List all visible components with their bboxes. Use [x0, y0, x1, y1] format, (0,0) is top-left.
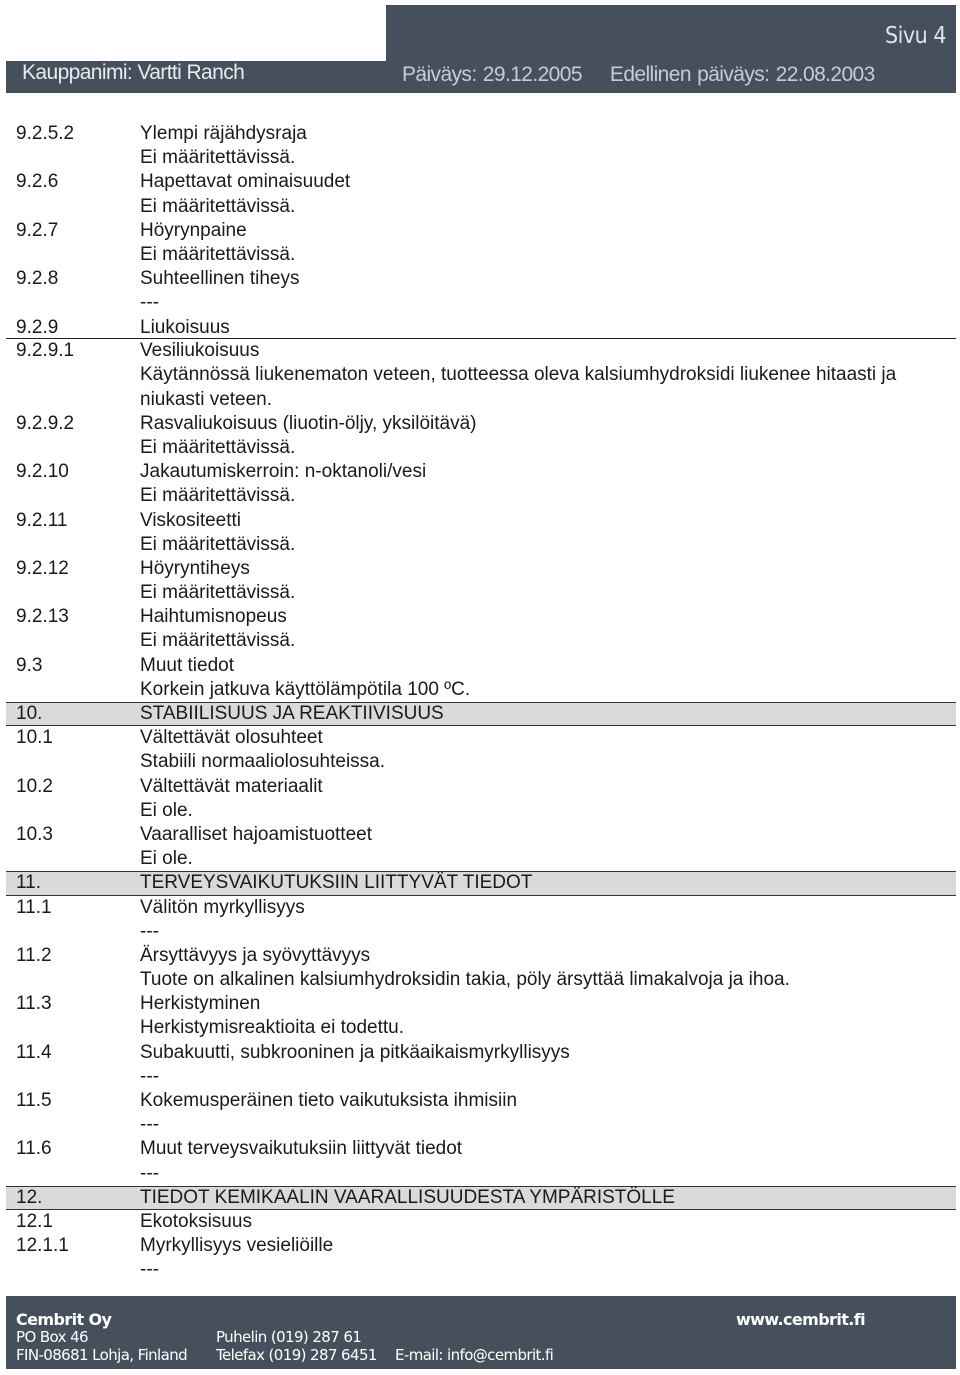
list-item: Käytännössä liukenematon veteen, tuotteessa oleva kalsiumhydroksidi liukenee hitaasti ja niukasti veteen.	[140, 364, 897, 410]
list-item: 9.2.9 Liukoisuus	[6, 316, 956, 340]
list-item: Tuote on alkalinen kalsiumhydroksidin takia, pöly ärsyttää limakalvoja ja ihoa.	[140, 969, 790, 991]
list-item: 12.1 Ekotoksisuus	[16, 1210, 252, 1232]
list-item: 9.2.9.1 Vesiliukoisuus	[16, 340, 260, 362]
list-item: 12.1.1 Myrkyllisyys vesieliöille	[16, 1235, 334, 1257]
list-item: Ei määritettävissä.	[140, 436, 296, 458]
list-item: 10.2 Vältettävät materiaalit	[16, 775, 323, 797]
list-item: ---	[140, 1162, 159, 1184]
address-city: FIN-08681 Lohja, Finland	[16, 1346, 188, 1364]
fax: Telefax (019) 287 6451	[216, 1346, 377, 1364]
list-item: 11.5 Kokemusperäinen tieto vaikutuksista ihmisiin	[16, 1090, 518, 1112]
list-item: ---	[140, 292, 159, 314]
list-item: Stabiili normaaliolosuhteissa.	[140, 751, 386, 773]
list-item: ---	[140, 1114, 159, 1136]
list-item: 9.2.11 Viskositeetti	[16, 509, 242, 531]
list-item: 9.2.13 Haihtumisnopeus	[16, 606, 287, 628]
trade-name: Kauppanimi: Vartti Ranch	[22, 61, 245, 84]
list-item: 9.2.12 Höyryntiheys	[16, 557, 250, 579]
list-item: Ei määritettävissä.	[140, 195, 296, 217]
list-item: Ei määritettävissä.	[140, 243, 296, 265]
date: Päiväys: 29.12.2005	[402, 63, 582, 86]
po-box: PO Box 46	[16, 1328, 88, 1346]
list-item: Ei määritettävissä.	[140, 533, 296, 555]
list-item: ---	[140, 1259, 159, 1281]
list-item: 10.1 Vältettävät olosuhteet	[16, 727, 323, 749]
list-item: 9.3 Muut tiedot	[16, 654, 234, 676]
list-item: ---	[140, 920, 159, 942]
list-item: 11.6 Muut terveysvaikutuksiin liittyvät tiedot	[16, 1138, 463, 1160]
company-name: Cembrit Oy	[16, 1310, 112, 1329]
list-item: 9.2.10 Jakautumiskerroin: n-oktanoli/vesi	[16, 461, 427, 483]
list-item: 9.2.8 Suhteellinen tiheys	[16, 268, 300, 290]
list-item: Ei ole.	[140, 799, 193, 821]
website-link[interactable]: www.cembrit.fi	[736, 1310, 866, 1329]
list-item: 10.3 Vaaralliset hajoamistuotteet	[16, 823, 372, 845]
list-item: Ei määritettävissä.	[140, 630, 296, 652]
list-item: 11.1 Välitön myrkyllisyys	[16, 896, 305, 918]
header-dates	[402, 63, 875, 87]
list-item: Ei määritettävissä.	[140, 147, 296, 169]
list-item: Ei määritettävissä.	[140, 485, 296, 507]
list-item: 11.3 Herkistyminen	[16, 993, 261, 1015]
header-tab-cutout	[6, 5, 386, 61]
section-heading-11: 11. TERVEYSVAIKUTUKSIIN LIITTYVÄT TIEDOT	[6, 871, 956, 895]
list-item: 9.2.5.2 Ylempi räjähdysraja	[16, 123, 307, 144]
list-item: Korkein jatkuva käyttölämpötila 100 ºC.	[140, 678, 471, 700]
document-body	[6, 122, 956, 1283]
list-item: 11.4 Subakuutti, subkrooninen ja pitkäaikaismyrkyllisyys	[16, 1041, 570, 1063]
section-heading-12: 12. TIEDOT KEMIKAALIN VAARALLISUUDESTA YMPÄRISTÖLLE	[6, 1186, 956, 1210]
page-number: Sivu 4	[885, 23, 946, 49]
list-item: Ei määritettävissä.	[140, 582, 296, 604]
page-footer	[6, 1296, 956, 1369]
previous-date: Edellinen päiväys: 22.08.2003	[609, 63, 875, 86]
list-item: ---	[140, 1065, 159, 1087]
list-item: Ei ole.	[140, 848, 193, 870]
list-item: 9.2.9.2 Rasvaliukoisuus (liuotin-öljy, yksilöitävä)	[16, 412, 477, 434]
section-heading-10: 10. STABIILISUUS JA REAKTIIVISUUS	[6, 702, 956, 726]
list-item: 9.2.7 Höyrynpaine	[16, 219, 247, 241]
list-item: 9.2.6 Hapettavat ominaisuudet	[16, 171, 351, 193]
email-link[interactable]: E-mail: info@cembrit.fi	[395, 1346, 554, 1364]
list-item: Herkistymisreaktioita ei todettu.	[140, 1017, 404, 1039]
page-header	[6, 5, 956, 93]
phone: Puhelin (019) 287 61	[216, 1328, 362, 1346]
list-item: 11.2 Ärsyttävyys ja syövyttävyys	[16, 944, 371, 966]
